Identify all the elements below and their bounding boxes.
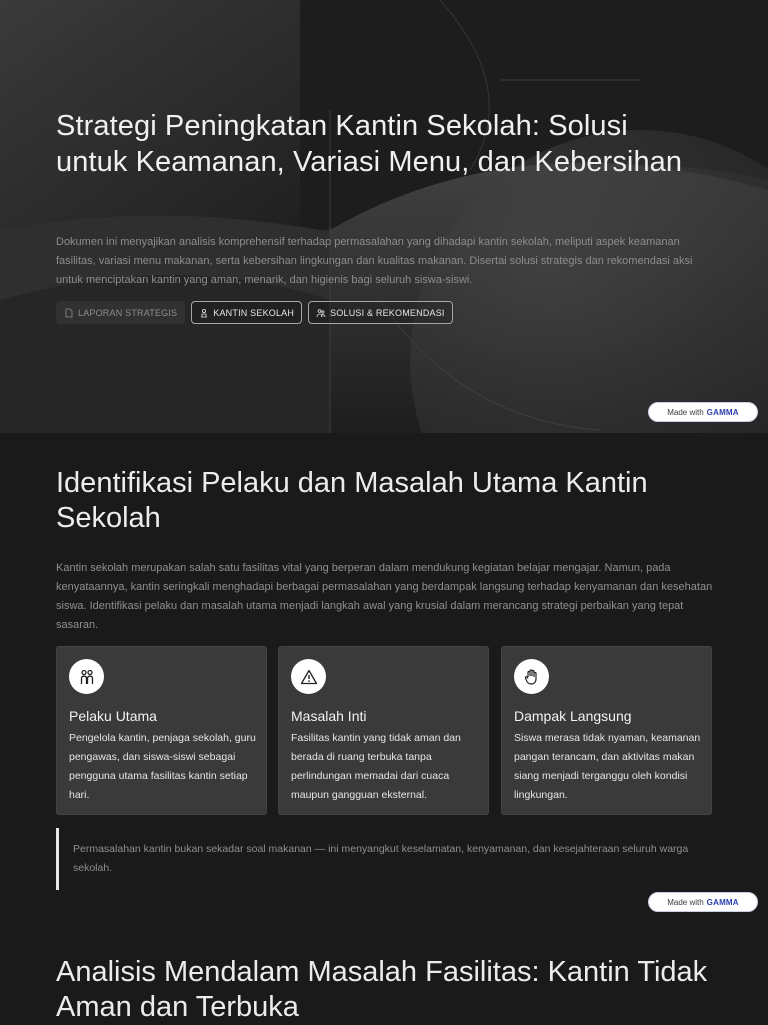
tag-label: LAPORAN STRATEGIS: [78, 307, 178, 318]
hero-title: Strategi Peningkatan Kantin Sekolah: Solusi untuk Keamanan, Variasi Menu, dan Kebersihan: [56, 110, 683, 178]
badge-brand: GAMMA: [706, 897, 739, 907]
badge-brand: GAMMA: [706, 407, 739, 417]
quote-text: Permasalahan kantin bukan sekadar soal makanan — ini menyangkut keselamatan, kenyamanan, dan kesejahteraan seluruh warga sekolah.: [73, 843, 689, 874]
blockquote: [56, 828, 716, 890]
document-icon: [64, 308, 74, 318]
people-icon: [316, 308, 326, 318]
warning-icon: [300, 668, 318, 686]
tag-laporan-strategis[interactable]: [56, 301, 185, 324]
made-with-gamma-badge[interactable]: [648, 892, 758, 912]
card-title: Dampak Langsung: [514, 708, 632, 724]
badge-prefix: Made with: [667, 407, 704, 417]
made-with-gamma-badge[interactable]: [648, 402, 758, 422]
card-text: Fasilitas kantin yang tidak aman dan berada di ruang terbuka tanpa perlindungan memadai dari cuaca maupun gangguan eksternal.: [291, 732, 461, 801]
hero-description: Dokumen ini menyajikan analisis komprehensif terhadap permasalahan yang dihadapi kantin sekolah, meliputi aspek keamanan fasilitas, variasi menu makanan, serta kebersihan lingkungan dan kualitas makanan. Disertai solusi strategis dan rekomendasi aksi untuk menciptakan kantin yang aman, menarik, dan higienis bagi seluruh siswa-siswi.: [56, 236, 693, 286]
people-icon: [78, 668, 96, 686]
tag-label: KANTIN SEKOLAH: [213, 307, 295, 318]
tag-solusi-rekomendasi[interactable]: [308, 301, 453, 324]
tag-kantin-sekolah[interactable]: [191, 301, 302, 324]
section-paragraph: Kantin sekolah merupakan salah satu fasilitas vital yang berperan dalam mendukung kegiatan belajar mengajar. Namun, pada kenyataannya, kantin seringkali menghadapi berbagai permasalahan yang berdampak langsung terhadap kenyamanan dan kesehatan siswa. Identifikasi pelaku dan masalah utama menjadi langkah awal yang krusial dalam merancang strategi perbaikan yang tepat sasaran.: [56, 562, 713, 631]
chef-icon: [199, 308, 209, 318]
hero-tags: [56, 301, 453, 324]
card-pelaku-utama: [56, 646, 267, 815]
card-icon-circle: [291, 659, 326, 694]
card-title: Masalah Inti: [291, 708, 367, 724]
card-icon-circle: [514, 659, 549, 694]
hero-background-graphic: [0, 0, 768, 433]
hero-section: [0, 0, 768, 433]
tag-label: SOLUSI & REKOMENDASI: [330, 307, 445, 318]
section-title: Identifikasi Pelaku dan Masalah Utama Kantin Sekolah: [56, 467, 648, 534]
identification-section: [0, 433, 768, 1024]
card-dampak-langsung: [501, 646, 712, 815]
card-text: Siswa merasa tidak nyaman, keamanan pangan terancam, dan aktivitas makan siang menjadi terganggu oleh kondisi lingkungan.: [514, 732, 701, 801]
section2-title: Analisis Mendalam Masalah Fasilitas: Kantin Tidak Aman dan Terbuka: [56, 956, 708, 1023]
hand-stop-icon: [523, 668, 541, 686]
card-text: Pengelola kantin, penjaga sekolah, guru pengawas, dan siswa-siswi sebagai pengguna utama fasilitas kantin setiap hari.: [69, 732, 256, 801]
badge-prefix: Made with: [667, 897, 704, 907]
card-icon-circle: [69, 659, 104, 694]
card-title: Pelaku Utama: [69, 708, 157, 724]
card-masalah-inti: [278, 646, 489, 815]
